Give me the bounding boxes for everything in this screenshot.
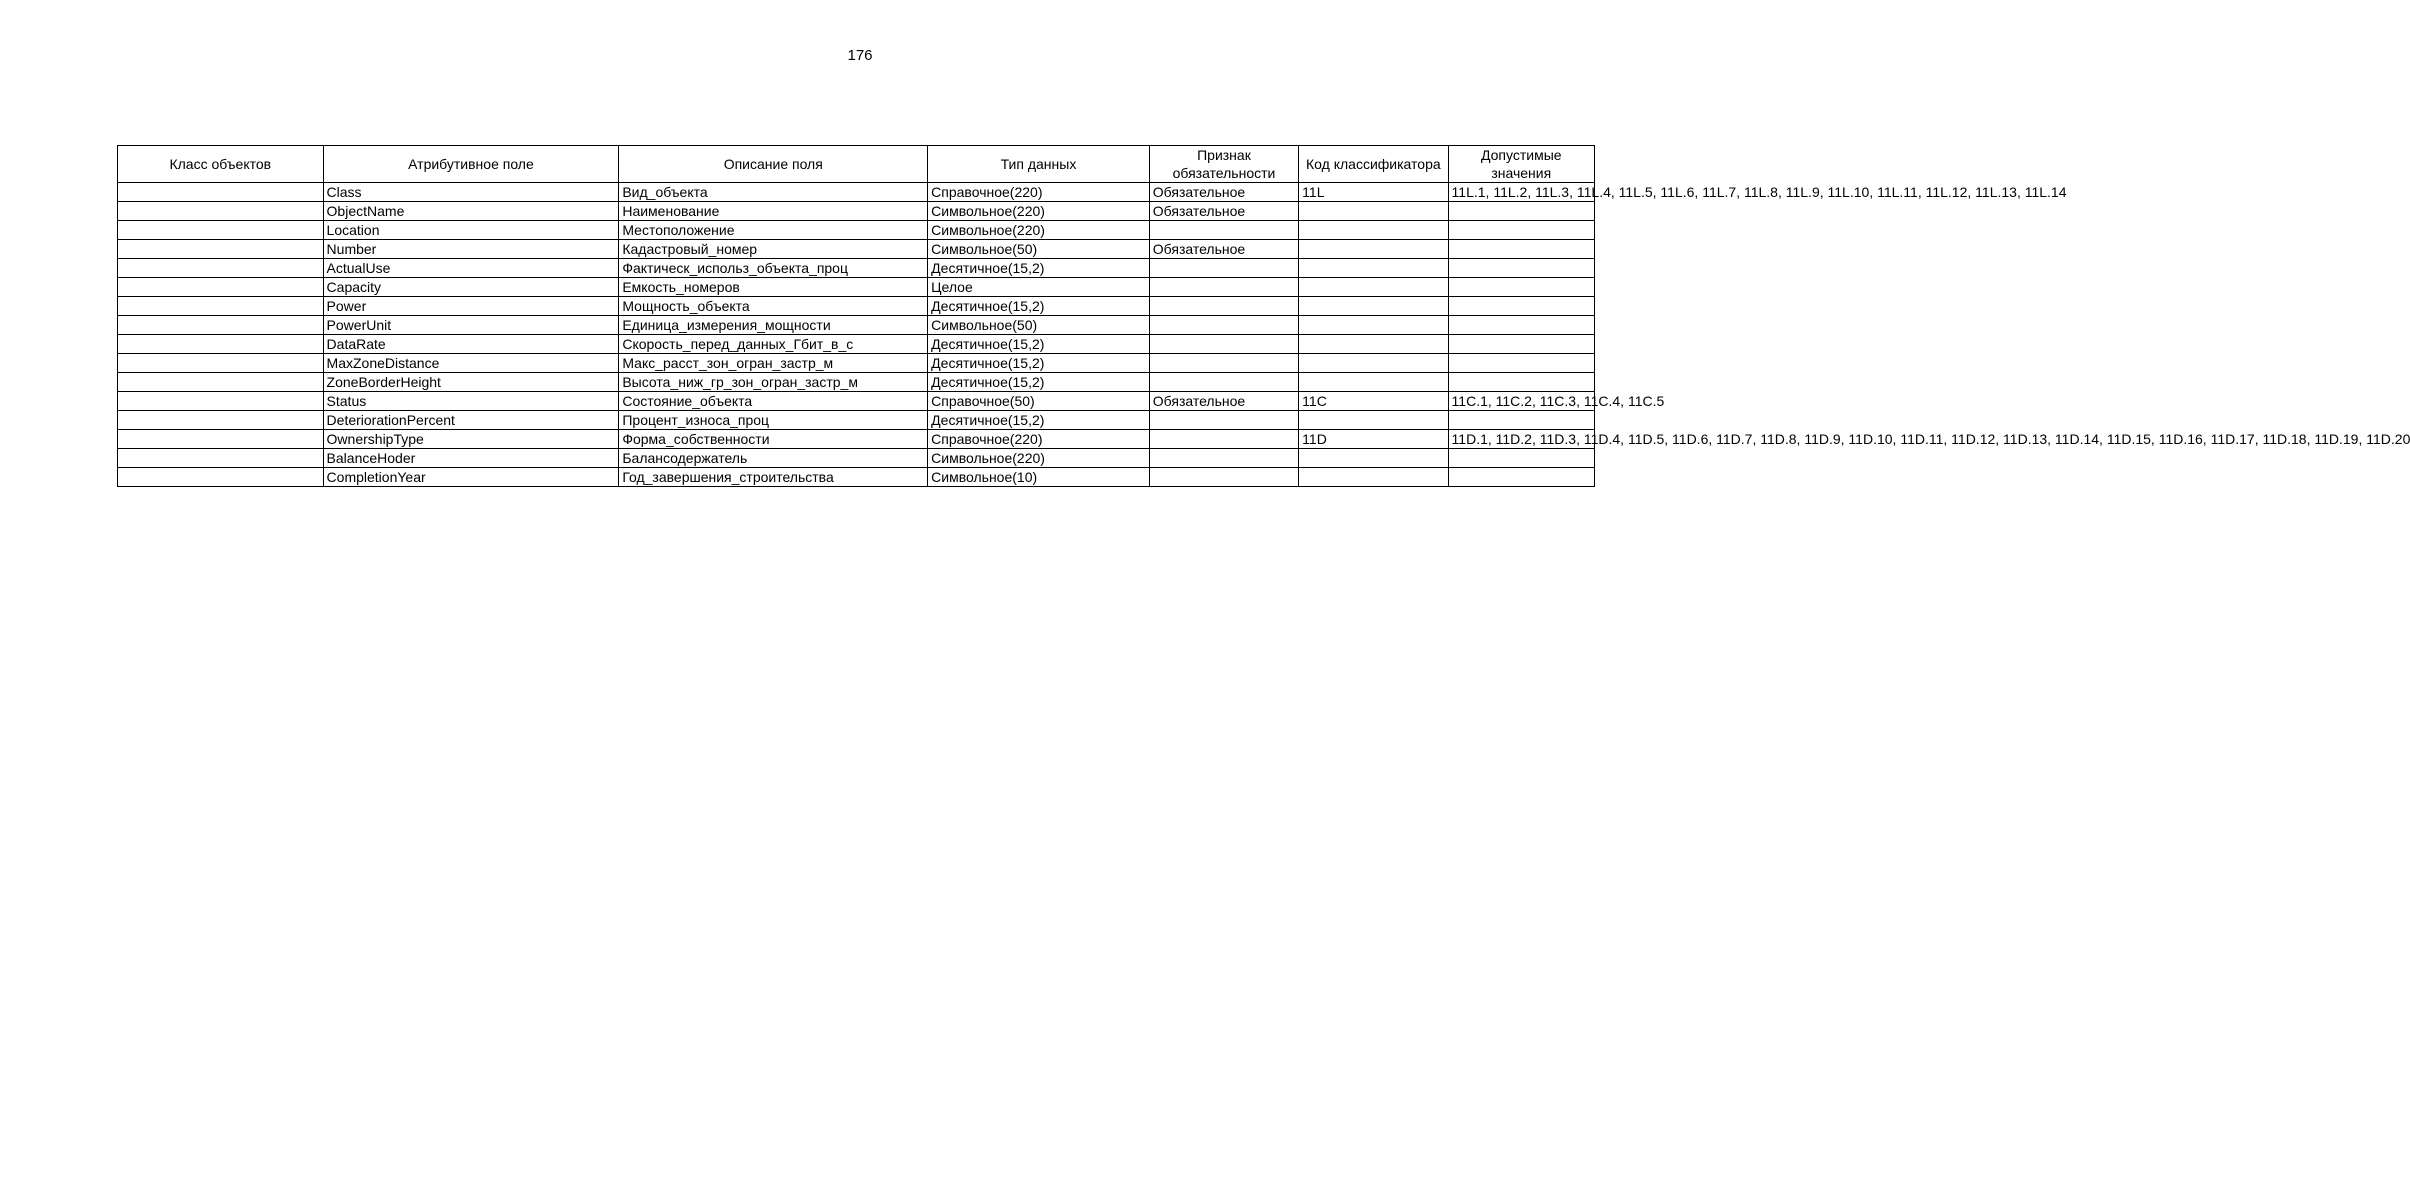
table-row <box>118 354 1595 373</box>
cell-classifier-code <box>1299 221 1448 240</box>
cell-classifier-code: 11D <box>1299 430 1448 449</box>
cell-object-class <box>118 240 324 259</box>
cell-data-type: Десятичное(15,2) <box>928 411 1150 430</box>
cell-classifier-code <box>1299 202 1448 221</box>
table-row <box>118 449 1595 468</box>
cell-object-class <box>118 183 324 202</box>
cell-description: Кадастровый_номер <box>619 240 928 259</box>
cell-object-class <box>118 221 324 240</box>
table-row <box>118 259 1595 278</box>
cell-allowed-values <box>1448 240 1594 259</box>
cell-allowed-values <box>1448 259 1594 278</box>
cell-data-type: Символьное(220) <box>928 449 1150 468</box>
table-row <box>118 335 1595 354</box>
table-header-row <box>118 146 1595 183</box>
cell-data-type: Десятичное(15,2) <box>928 259 1150 278</box>
cell-description: Единица_измерения_мощности <box>619 316 928 335</box>
cell-attribute: ObjectName <box>323 202 619 221</box>
cell-description: Наименование <box>619 202 928 221</box>
cell-classifier-code <box>1299 354 1448 373</box>
table-row <box>118 240 1595 259</box>
cell-classifier-code <box>1299 316 1448 335</box>
cell-allowed-values <box>1448 297 1594 316</box>
cell-attribute: Capacity <box>323 278 619 297</box>
cell-object-class <box>118 278 324 297</box>
cell-data-type: Десятичное(15,2) <box>928 373 1150 392</box>
cell-attribute: Power <box>323 297 619 316</box>
cell-mandatory <box>1149 354 1298 373</box>
cell-description: Состояние_объекта <box>619 392 928 411</box>
cell-data-type: Символьное(50) <box>928 316 1150 335</box>
header-object-class: Класс объектов <box>118 146 324 183</box>
cell-object-class <box>118 202 324 221</box>
cell-allowed-values: 11L.1, 11L.2, 11L.3, 11L.4, 11L.5, 11L.6, 11L.7, 11L.8, 11L.9, 11L.10, 11L.11, 11L.12, 11L.13, 11L.14 <box>1448 183 1594 202</box>
cell-attribute: Class <box>323 183 619 202</box>
cell-description: Фактическ_использ_объекта_проц <box>619 259 928 278</box>
cell-allowed-values <box>1448 335 1594 354</box>
cell-mandatory <box>1149 411 1298 430</box>
cell-classifier-code <box>1299 259 1448 278</box>
cell-description: Год_завершения_строительства <box>619 468 928 487</box>
cell-classifier-code <box>1299 240 1448 259</box>
cell-description: Балансодержатель <box>619 449 928 468</box>
cell-mandatory <box>1149 373 1298 392</box>
table-row <box>118 392 1595 411</box>
cell-mandatory <box>1149 297 1298 316</box>
page-number: 176 <box>847 47 873 64</box>
cell-description: Форма_собственности <box>619 430 928 449</box>
cell-mandatory <box>1149 449 1298 468</box>
cell-attribute: CompletionYear <box>323 468 619 487</box>
cell-data-type: Десятичное(15,2) <box>928 354 1150 373</box>
cell-attribute: PowerUnit <box>323 316 619 335</box>
cell-data-type: Справочное(50) <box>928 392 1150 411</box>
table-row <box>118 430 1595 449</box>
cell-description: Местоположение <box>619 221 928 240</box>
table-row <box>118 316 1595 335</box>
header-field-description: Описание поля <box>619 146 928 183</box>
header-attribute-field: Атрибутивное поле <box>323 146 619 183</box>
table-row <box>118 468 1595 487</box>
table-row <box>118 297 1595 316</box>
cell-allowed-values <box>1448 316 1594 335</box>
cell-attribute: Number <box>323 240 619 259</box>
header-allowed-values: Допустимые значения <box>1448 146 1594 183</box>
table-row <box>118 221 1595 240</box>
cell-object-class <box>118 297 324 316</box>
header-data-type: Тип данных <box>928 146 1150 183</box>
cell-data-type: Справочное(220) <box>928 183 1150 202</box>
cell-attribute: DataRate <box>323 335 619 354</box>
cell-description: Макс_расст_зон_огран_застр_м <box>619 354 928 373</box>
cell-mandatory: Обязательное <box>1149 202 1298 221</box>
cell-mandatory: Обязательное <box>1149 392 1298 411</box>
cell-description: Скорость_перед_данных_Гбит_в_с <box>619 335 928 354</box>
cell-attribute: Location <box>323 221 619 240</box>
cell-classifier-code: 11L <box>1299 183 1448 202</box>
cell-object-class <box>118 468 324 487</box>
table-row <box>118 183 1595 202</box>
cell-mandatory <box>1149 335 1298 354</box>
cell-object-class <box>118 449 324 468</box>
attribute-table <box>117 145 2410 487</box>
cell-data-type: Символьное(50) <box>928 240 1150 259</box>
cell-object-class <box>118 430 324 449</box>
cell-object-class <box>118 373 324 392</box>
table-row <box>118 373 1595 392</box>
cell-allowed-values: 11D.1, 11D.2, 11D.3, 11D.4, 11D.5, 11D.6, 11D.7, 11D.8, 11D.9, 11D.10, 11D.11, 11D.12, 11D.13, 11D.14, 11D.15, 11D.16, 11D.17, 11D.18, 11D.19, 11D.20 <box>1448 430 1594 449</box>
cell-mandatory <box>1149 430 1298 449</box>
cell-data-type: Десятичное(15,2) <box>928 335 1150 354</box>
cell-classifier-code: 11C <box>1299 392 1448 411</box>
cell-mandatory <box>1149 278 1298 297</box>
cell-object-class <box>118 354 324 373</box>
cell-object-class <box>118 392 324 411</box>
cell-classifier-code <box>1299 373 1448 392</box>
cell-allowed-values <box>1448 373 1594 392</box>
table-row <box>118 278 1595 297</box>
cell-attribute: ActualUse <box>323 259 619 278</box>
cell-allowed-values <box>1448 202 1594 221</box>
cell-attribute: MaxZoneDistance <box>323 354 619 373</box>
cell-description: Процент_износа_проц <box>619 411 928 430</box>
cell-attribute: Status <box>323 392 619 411</box>
cell-data-type: Десятичное(15,2) <box>928 297 1150 316</box>
cell-data-type: Символьное(220) <box>928 202 1150 221</box>
cell-object-class <box>118 411 324 430</box>
cell-allowed-values <box>1448 468 1594 487</box>
cell-attribute: ZoneBorderHeight <box>323 373 619 392</box>
cell-classifier-code <box>1299 297 1448 316</box>
cell-data-type: Символьное(10) <box>928 468 1150 487</box>
cell-classifier-code <box>1299 278 1448 297</box>
cell-allowed-values <box>1448 221 1594 240</box>
cell-mandatory <box>1149 221 1298 240</box>
cell-description: Мощность_объекта <box>619 297 928 316</box>
cell-allowed-values: 11C.1, 11C.2, 11C.3, 11C.4, 11C.5 <box>1448 392 1594 411</box>
cell-mandatory <box>1149 316 1298 335</box>
cell-allowed-values <box>1448 354 1594 373</box>
cell-allowed-values <box>1448 449 1594 468</box>
header-classifier-code: Код классификатора <box>1299 146 1448 183</box>
cell-data-type: Справочное(220) <box>928 430 1150 449</box>
cell-object-class <box>118 335 324 354</box>
cell-classifier-code <box>1299 468 1448 487</box>
table-row <box>118 202 1595 221</box>
cell-data-type: Целое <box>928 278 1150 297</box>
cell-mandatory <box>1149 468 1298 487</box>
cell-attribute: DeteriorationPercent <box>323 411 619 430</box>
cell-object-class <box>118 259 324 278</box>
cell-allowed-values <box>1448 411 1594 430</box>
cell-classifier-code <box>1299 335 1448 354</box>
cell-allowed-values <box>1448 278 1594 297</box>
cell-mandatory: Обязательное <box>1149 240 1298 259</box>
cell-classifier-code <box>1299 411 1448 430</box>
cell-classifier-code <box>1299 449 1448 468</box>
cell-description: Вид_объекта <box>619 183 928 202</box>
cell-attribute: BalanceHoder <box>323 449 619 468</box>
cell-description: Емкость_номеров <box>619 278 928 297</box>
header-mandatory-flag: Признак обязательности <box>1149 146 1298 183</box>
table-row <box>118 411 1595 430</box>
cell-description: Высота_ниж_гр_зон_огран_застр_м <box>619 373 928 392</box>
cell-data-type: Символьное(220) <box>928 221 1150 240</box>
cell-object-class <box>118 316 324 335</box>
cell-mandatory: Обязательное <box>1149 183 1298 202</box>
cell-mandatory <box>1149 259 1298 278</box>
cell-attribute: OwnershipType <box>323 430 619 449</box>
